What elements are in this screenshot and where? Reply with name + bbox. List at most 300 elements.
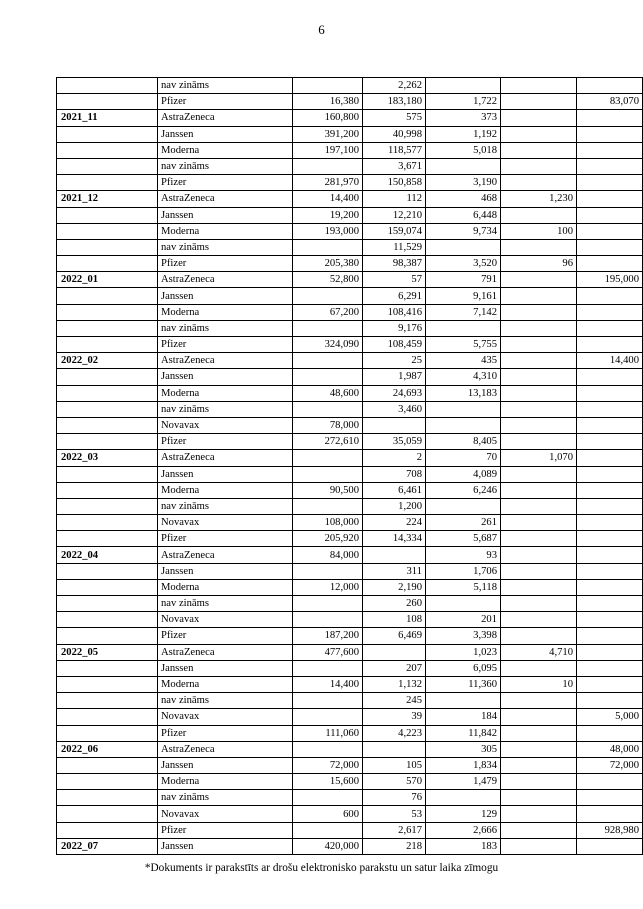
value-cell: 245 <box>363 693 426 709</box>
value-cell: 3,460 <box>363 401 426 417</box>
value-cell: 1,230 <box>501 191 577 207</box>
vaccine-name-cell: AstraZeneca <box>158 741 293 757</box>
value-cell <box>293 612 363 628</box>
period-cell: 2022_07 <box>57 838 158 854</box>
value-cell <box>501 417 577 433</box>
table-row <box>57 741 643 757</box>
value-cell <box>577 110 643 126</box>
value-cell <box>426 320 501 336</box>
value-cell <box>577 466 643 482</box>
value-cell <box>501 94 577 110</box>
value-cell: 3,671 <box>363 158 426 174</box>
vaccine-name-cell: AstraZeneca <box>158 644 293 660</box>
value-cell <box>501 320 577 336</box>
value-cell <box>501 353 577 369</box>
value-cell: 19,200 <box>293 207 363 223</box>
value-cell: 108 <box>363 612 426 628</box>
value-cell <box>577 676 643 692</box>
value-cell: 600 <box>293 806 363 822</box>
value-cell <box>577 806 643 822</box>
value-cell: 2,190 <box>363 579 426 595</box>
value-cell <box>293 660 363 676</box>
value-cell: 111,060 <box>293 725 363 741</box>
value-cell: 11,360 <box>426 676 501 692</box>
value-cell: 48,600 <box>293 385 363 401</box>
vaccine-name-cell: AstraZeneca <box>158 547 293 563</box>
table-row <box>57 320 643 336</box>
value-cell <box>501 725 577 741</box>
value-cell: 72,000 <box>293 757 363 773</box>
value-cell <box>293 693 363 709</box>
period-cell: 2022_04 <box>57 547 158 563</box>
value-cell: 1,132 <box>363 676 426 692</box>
value-cell: 2,617 <box>363 822 426 838</box>
vaccine-name-cell: nav zināms <box>158 693 293 709</box>
value-cell: 1,834 <box>426 757 501 773</box>
page-number: 6 <box>318 22 325 37</box>
vaccine-name-cell: Novavax <box>158 612 293 628</box>
value-cell: 218 <box>363 838 426 854</box>
table-row <box>57 239 643 255</box>
value-cell: 3,190 <box>426 175 501 191</box>
value-cell: 40,998 <box>363 126 426 142</box>
vaccine-name-cell: Moderna <box>158 304 293 320</box>
period-cell: 2022_06 <box>57 741 158 757</box>
vaccine-name-cell: Pfizer <box>158 434 293 450</box>
period-cell: 2022_02 <box>57 353 158 369</box>
value-cell <box>293 158 363 174</box>
value-cell: 5,687 <box>426 531 501 547</box>
value-cell <box>293 369 363 385</box>
table-row <box>57 191 643 207</box>
period-cell <box>57 822 158 838</box>
value-cell: 16,380 <box>293 94 363 110</box>
value-cell <box>577 774 643 790</box>
value-cell <box>501 304 577 320</box>
value-cell: 13,183 <box>426 385 501 401</box>
period-cell <box>57 385 158 401</box>
vaccine-name-cell: Novavax <box>158 709 293 725</box>
value-cell <box>501 385 577 401</box>
value-cell <box>293 320 363 336</box>
value-cell: 24,693 <box>363 385 426 401</box>
table-row <box>57 385 643 401</box>
value-cell <box>293 466 363 482</box>
value-cell <box>577 320 643 336</box>
value-cell <box>501 369 577 385</box>
value-cell <box>577 563 643 579</box>
period-cell <box>57 612 158 628</box>
value-cell: 207 <box>363 660 426 676</box>
value-cell <box>501 158 577 174</box>
value-cell <box>577 838 643 854</box>
vaccine-name-cell: Novavax <box>158 417 293 433</box>
value-cell <box>577 450 643 466</box>
value-cell: 12,210 <box>363 207 426 223</box>
value-cell: 14,400 <box>293 676 363 692</box>
value-cell: 205,380 <box>293 256 363 272</box>
period-cell <box>57 466 158 482</box>
value-cell <box>501 337 577 353</box>
vaccine-name-cell: Novavax <box>158 806 293 822</box>
value-cell: 48,000 <box>577 741 643 757</box>
value-cell: 108,000 <box>293 515 363 531</box>
period-cell <box>57 142 158 158</box>
table-row <box>57 353 643 369</box>
vaccine-name-cell: Janssen <box>158 126 293 142</box>
period-cell <box>57 563 158 579</box>
period-cell <box>57 596 158 612</box>
value-cell <box>426 417 501 433</box>
table-row <box>57 466 643 482</box>
value-cell: 112 <box>363 191 426 207</box>
period-cell <box>57 369 158 385</box>
value-cell: 70 <box>426 450 501 466</box>
signature-footer-note: *Dokuments ir parakstīts ar drošu elektronisko parakstu un satur laika zīmogu <box>144 862 499 874</box>
vaccine-name-cell: Pfizer <box>158 175 293 191</box>
value-cell: 272,610 <box>293 434 363 450</box>
vaccine-name-cell: Janssen <box>158 563 293 579</box>
value-cell <box>577 725 643 741</box>
value-cell <box>293 790 363 806</box>
table-row <box>57 304 643 320</box>
value-cell: 83,070 <box>577 94 643 110</box>
table-row <box>57 709 643 725</box>
value-cell <box>501 790 577 806</box>
value-cell: 193,000 <box>293 223 363 239</box>
period-cell: 2022_01 <box>57 272 158 288</box>
value-cell <box>501 757 577 773</box>
vaccine-name-cell: Janssen <box>158 466 293 482</box>
table-row <box>57 450 643 466</box>
value-cell: 477,600 <box>293 644 363 660</box>
value-cell <box>501 466 577 482</box>
table-row <box>57 563 643 579</box>
value-cell: 311 <box>363 563 426 579</box>
value-cell: 96 <box>501 256 577 272</box>
value-cell: 6,461 <box>363 482 426 498</box>
value-cell <box>501 822 577 838</box>
value-cell: 72,000 <box>577 757 643 773</box>
vaccine-name-cell: Pfizer <box>158 628 293 644</box>
vaccine-name-cell: Moderna <box>158 482 293 498</box>
value-cell: 2,262 <box>363 78 426 94</box>
period-cell <box>57 401 158 417</box>
value-cell: 201 <box>426 612 501 628</box>
vaccine-name-cell: AstraZeneca <box>158 353 293 369</box>
value-cell <box>293 401 363 417</box>
value-cell <box>577 337 643 353</box>
period-cell <box>57 579 158 595</box>
table-row <box>57 838 643 854</box>
value-cell <box>363 417 426 433</box>
table-row <box>57 288 643 304</box>
value-cell <box>501 142 577 158</box>
value-cell <box>501 838 577 854</box>
value-cell: 15,600 <box>293 774 363 790</box>
vaccine-name-cell: Janssen <box>158 207 293 223</box>
value-cell: 373 <box>426 110 501 126</box>
period-cell <box>57 78 158 94</box>
value-cell <box>577 401 643 417</box>
value-cell <box>293 239 363 255</box>
value-cell: 5,018 <box>426 142 501 158</box>
period-cell <box>57 417 158 433</box>
period-cell <box>57 676 158 692</box>
value-cell <box>293 450 363 466</box>
table-row <box>57 401 643 417</box>
value-cell: 3,398 <box>426 628 501 644</box>
table-row <box>57 693 643 709</box>
table-row <box>57 644 643 660</box>
value-cell <box>577 142 643 158</box>
value-cell: 6,095 <box>426 660 501 676</box>
vaccine-name-cell: Moderna <box>158 223 293 239</box>
value-cell <box>501 612 577 628</box>
table-row <box>57 126 643 142</box>
value-cell: 420,000 <box>293 838 363 854</box>
value-cell <box>577 434 643 450</box>
value-cell: 39 <box>363 709 426 725</box>
period-cell <box>57 256 158 272</box>
value-cell <box>577 223 643 239</box>
value-cell: 197,100 <box>293 142 363 158</box>
value-cell <box>501 207 577 223</box>
value-cell <box>577 531 643 547</box>
table-row <box>57 628 643 644</box>
vaccine-name-cell: nav zināms <box>158 596 293 612</box>
value-cell <box>577 207 643 223</box>
vaccine-name-cell: nav zināms <box>158 239 293 255</box>
table-row <box>57 434 643 450</box>
vaccine-name-cell: Pfizer <box>158 94 293 110</box>
value-cell: 118,577 <box>363 142 426 158</box>
period-cell <box>57 774 158 790</box>
value-cell <box>501 434 577 450</box>
period-cell <box>57 223 158 239</box>
vaccine-name-cell: nav zināms <box>158 78 293 94</box>
value-cell: 90,500 <box>293 482 363 498</box>
table-row <box>57 158 643 174</box>
table-row <box>57 417 643 433</box>
value-cell: 928,980 <box>577 822 643 838</box>
vaccine-name-cell: Janssen <box>158 369 293 385</box>
value-cell <box>501 515 577 531</box>
table-row <box>57 223 643 239</box>
value-cell: 2 <box>363 450 426 466</box>
vaccine-name-cell: nav zināms <box>158 401 293 417</box>
vaccine-name-cell: Pfizer <box>158 725 293 741</box>
value-cell <box>577 612 643 628</box>
value-cell <box>293 78 363 94</box>
value-cell: 9,176 <box>363 320 426 336</box>
table-row <box>57 94 643 110</box>
value-cell: 391,200 <box>293 126 363 142</box>
table-row <box>57 579 643 595</box>
value-cell <box>577 547 643 563</box>
vaccine-name-cell: Janssen <box>158 838 293 854</box>
value-cell <box>501 596 577 612</box>
value-cell: 4,223 <box>363 725 426 741</box>
value-cell: 224 <box>363 515 426 531</box>
value-cell <box>577 790 643 806</box>
value-cell <box>577 256 643 272</box>
vaccine-name-cell: nav zināms <box>158 498 293 514</box>
value-cell: 4,310 <box>426 369 501 385</box>
period-cell <box>57 515 158 531</box>
value-cell: 184 <box>426 709 501 725</box>
value-cell <box>501 272 577 288</box>
table-row <box>57 806 643 822</box>
period-cell <box>57 207 158 223</box>
vaccine-name-cell: Pfizer <box>158 531 293 547</box>
value-cell: 108,416 <box>363 304 426 320</box>
value-cell <box>501 563 577 579</box>
value-cell: 791 <box>426 272 501 288</box>
vaccine-name-cell: Moderna <box>158 385 293 401</box>
period-cell <box>57 790 158 806</box>
table-row <box>57 547 643 563</box>
value-cell: 11,842 <box>426 725 501 741</box>
value-cell <box>577 239 643 255</box>
value-cell <box>293 741 363 757</box>
value-cell: 2,666 <box>426 822 501 838</box>
value-cell: 160,800 <box>293 110 363 126</box>
vaccine-name-cell: AstraZeneca <box>158 110 293 126</box>
vaccine-name-cell: Moderna <box>158 142 293 158</box>
value-cell <box>501 547 577 563</box>
value-cell <box>501 709 577 725</box>
value-cell <box>501 482 577 498</box>
value-cell: 1,722 <box>426 94 501 110</box>
value-cell: 9,734 <box>426 223 501 239</box>
table-row <box>57 256 643 272</box>
value-cell <box>426 158 501 174</box>
value-cell <box>293 563 363 579</box>
value-cell: 570 <box>363 774 426 790</box>
value-cell: 195,000 <box>577 272 643 288</box>
value-cell: 4,710 <box>501 644 577 660</box>
value-cell <box>577 385 643 401</box>
period-cell <box>57 693 158 709</box>
value-cell <box>577 628 643 644</box>
value-cell: 1,706 <box>426 563 501 579</box>
value-cell <box>577 579 643 595</box>
value-cell <box>501 693 577 709</box>
value-cell: 1,070 <box>501 450 577 466</box>
value-cell: 10 <box>501 676 577 692</box>
value-cell: 67,200 <box>293 304 363 320</box>
value-cell: 98,387 <box>363 256 426 272</box>
value-cell <box>501 531 577 547</box>
value-cell: 6,469 <box>363 628 426 644</box>
vaccine-name-cell: Moderna <box>158 579 293 595</box>
value-cell <box>577 158 643 174</box>
value-cell: 5,000 <box>577 709 643 725</box>
period-cell <box>57 725 158 741</box>
value-cell <box>426 78 501 94</box>
value-cell <box>426 790 501 806</box>
table-row <box>57 337 643 353</box>
period-cell <box>57 304 158 320</box>
value-cell <box>501 110 577 126</box>
value-cell <box>577 515 643 531</box>
vaccine-name-cell: nav zināms <box>158 320 293 336</box>
table-row <box>57 515 643 531</box>
value-cell <box>501 579 577 595</box>
value-cell: 25 <box>363 353 426 369</box>
value-cell: 1,192 <box>426 126 501 142</box>
value-cell <box>293 288 363 304</box>
value-cell <box>426 693 501 709</box>
value-cell: 12,000 <box>293 579 363 595</box>
value-cell: 1,479 <box>426 774 501 790</box>
value-cell: 5,118 <box>426 579 501 595</box>
value-cell <box>501 239 577 255</box>
value-cell <box>577 191 643 207</box>
vaccine-name-cell: Novavax <box>158 515 293 531</box>
period-cell: 2022_05 <box>57 644 158 660</box>
period-cell: 2021_12 <box>57 191 158 207</box>
period-cell: 2022_03 <box>57 450 158 466</box>
table-row <box>57 78 643 94</box>
value-cell: 105 <box>363 757 426 773</box>
value-cell <box>426 401 501 417</box>
table-body <box>57 78 643 855</box>
table-row <box>57 757 643 773</box>
value-cell: 708 <box>363 466 426 482</box>
period-cell <box>57 660 158 676</box>
period-cell <box>57 126 158 142</box>
value-cell: 14,334 <box>363 531 426 547</box>
value-cell <box>293 709 363 725</box>
table-row <box>57 369 643 385</box>
period-cell <box>57 757 158 773</box>
value-cell: 76 <box>363 790 426 806</box>
value-cell <box>363 547 426 563</box>
value-cell: 260 <box>363 596 426 612</box>
table-row <box>57 790 643 806</box>
value-cell <box>426 239 501 255</box>
value-cell <box>501 628 577 644</box>
table-row <box>57 774 643 790</box>
period-cell <box>57 531 158 547</box>
period-cell <box>57 709 158 725</box>
period-cell <box>57 482 158 498</box>
value-cell: 468 <box>426 191 501 207</box>
value-cell: 108,459 <box>363 337 426 353</box>
table-row <box>57 531 643 547</box>
value-cell <box>501 126 577 142</box>
value-cell <box>293 822 363 838</box>
vaccine-name-cell: nav zināms <box>158 790 293 806</box>
period-cell <box>57 239 158 255</box>
value-cell: 187,200 <box>293 628 363 644</box>
value-cell <box>293 596 363 612</box>
value-cell: 1,200 <box>363 498 426 514</box>
table-row <box>57 272 643 288</box>
vaccine-name-cell: Janssen <box>158 757 293 773</box>
value-cell: 35,059 <box>363 434 426 450</box>
value-cell: 6,291 <box>363 288 426 304</box>
value-cell: 9,161 <box>426 288 501 304</box>
value-cell <box>577 126 643 142</box>
value-cell <box>501 401 577 417</box>
period-cell <box>57 175 158 191</box>
period-cell: 2021_11 <box>57 110 158 126</box>
value-cell: 281,970 <box>293 175 363 191</box>
table-row <box>57 676 643 692</box>
